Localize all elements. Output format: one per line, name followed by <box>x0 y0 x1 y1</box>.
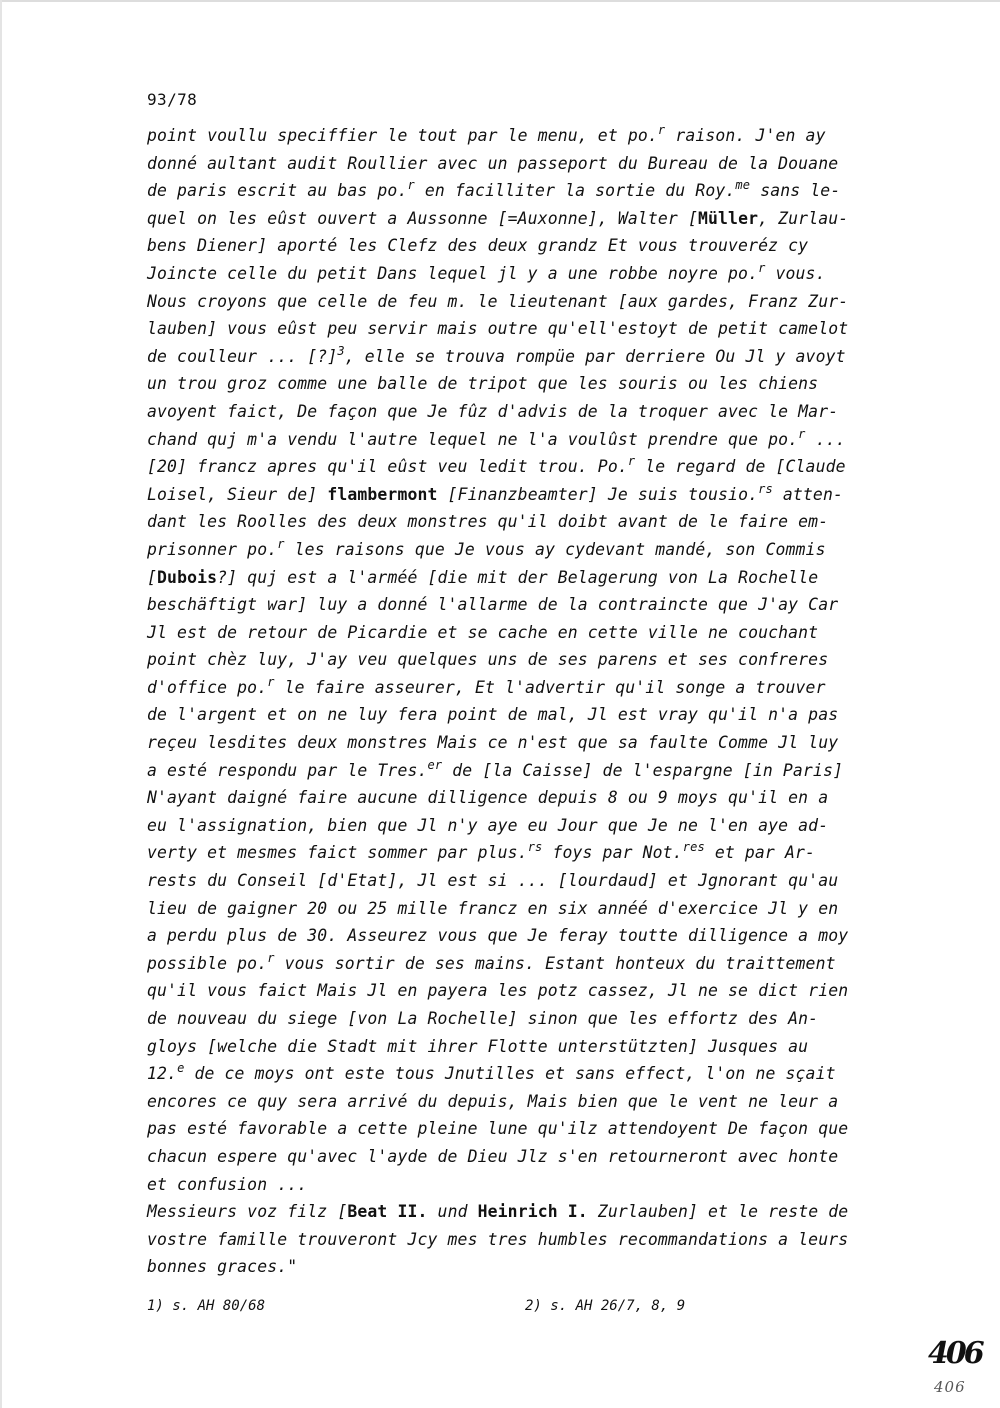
text-line: bonnes graces." <box>147 1257 298 1277</box>
text-line: chand quj m'a vendu l'autre lequel ne l'a voulûst prendre que po.$^r$ ... <box>147 426 846 449</box>
text-line: un trou groz comme une balle de tripot que les souris ou les chiens <box>147 374 819 394</box>
scan-edge-top <box>0 0 1000 2</box>
text-line: dant les Roolles des deux monstres qu'il doibt avant de le faire em- <box>147 512 829 532</box>
transcription-body <box>147 122 917 1281</box>
text-line: N'ayant daigné faire aucune dilligence depuis 8 ou 9 moys qu'il en a <box>147 788 829 808</box>
text-line: Joincte celle du petit Dans lequel jl y a une robbe noyre po.$^r$ vous. <box>147 260 826 283</box>
text-line: [20] francz apres qu'il eûst veu ledit trou. Po.$^r$ le regard de [Claude <box>147 454 846 477</box>
text-line: de l'argent et on ne luy fera point de mal, Jl est vray qu'il n'a pas <box>147 705 839 725</box>
text-line: a perdu plus de 30. Asseurez vous que Je feray toutte dilligence a moy <box>147 926 849 946</box>
text-line: de nouveau du siege [von La Rochelle] sinon que les effortz des An- <box>147 1009 819 1028</box>
page-number-pencil: 406 <box>934 1378 966 1396</box>
text-line: point chèz luy, J'ay veu quelques uns de ses parens et ses confreres <box>147 650 829 670</box>
text-line: donné aultant audit Roullier avec un passeport du Bureau de la Douane <box>147 153 839 173</box>
text-line: Loisel, Sieur de] flambermont [Finanzbeamter] Je suis tousio.$^{rs}$ atten- <box>147 481 843 504</box>
text-line: qu'il vous faict Mais Jl en payera les potz cassez, Jl ne se dict rien <box>147 981 849 1001</box>
text-line: [Dubois?] quj est a l'arméé [die mit der Belagerung von La Rochelle <box>147 567 819 587</box>
text-line: lieu de gaigner 20 ou 25 mille francz en six annéé d'exercice Jl y en <box>147 898 839 918</box>
text-line: de paris escrit au bas po.$^r$ en facilliter la sortie du Roy.$^{me}$ sans le- <box>147 178 841 201</box>
text-line: eu l'assignation, bien que Jl n'y aye eu Jour que Je ne l'en aye ad- <box>147 815 829 835</box>
document-reference: 93/78 <box>147 90 198 109</box>
text-line: gloys [welche die Stadt mit ihrer Flotte unterstützten] Jusques au <box>147 1036 809 1056</box>
text-line: beschäftigt war] luy a donné l'allarme de la contraincte que J'ay Car <box>147 595 839 615</box>
text-line: Nous croyons que celle de feu m. le lieutenant [aux gardes, Franz Zur- <box>147 291 849 311</box>
footnote-1: 1) s. AH 80/68 <box>147 1298 266 1314</box>
text-line: point voullu speciffier le tout par le menu, et po.$^r$ raison. J'en ay <box>147 123 826 145</box>
text-line: encores ce quy sera arrivé du depuis, Mais bien que le vent ne leur a <box>147 1091 839 1111</box>
text-line: chacun espere qu'avec l'ayde de Dieu Jlz s'en retourneront avec honte <box>147 1146 839 1166</box>
text-line: et confusion ... <box>147 1174 308 1194</box>
text-line: Messieurs voz filz [Beat II. und Heinrich I. Zurlauben] et le reste de <box>147 1202 849 1222</box>
text-line: pas esté favorable a cette pleine lune qu'ilz attendoyent De façon que <box>147 1119 849 1139</box>
footnote-2: 2) s. AH 26/7, 8, 9 <box>525 1298 686 1314</box>
scan-edge-left <box>0 0 2 1408</box>
text-line: bens Diener] aporté les Clefz des deux grandz Et vous trouveréz cy <box>147 236 809 256</box>
text-line: vostre famille trouveront Jcy mes tres humbles recommandations a leurs <box>147 1229 849 1249</box>
text-line: 12.$^e$ de ce moys ont este tous Jnutilles et sans effect, l'on ne sçait <box>147 1061 836 1084</box>
text-line: verty et mesmes faict sommer par plus.$^{rs}$ foys par Not.$^{res}$ et par Ar- <box>147 840 816 863</box>
text-line: de coulleur ... [?]$^3$, elle se trouva rompüe par derriere Ou Jl y avoyt <box>147 343 846 366</box>
text-line: reçeu lesdites deux monstres Mais ce n'est que sa faulte Comme Jl luy <box>147 733 839 753</box>
text-line: quel on les eûst ouvert a Aussonne [=Auxonne], Walter [Müller, Zurlau- <box>147 208 849 228</box>
text-line: d'office po.$^r$ le faire asseurer, Et l'advertir qu'il songe a trouver <box>147 674 826 697</box>
text-line: lauben] vous eûst peu servir mais outre qu'ell'estoyt de petit camelot <box>147 319 849 339</box>
text-line: Jl est de retour de Picardie et se cache en cette ville ne couchant <box>147 622 819 642</box>
text-line: a esté respondu par le Tres.$^{er}$ de [la Caisse] de l'espargne [in Paris] <box>147 757 843 780</box>
page-number-stamp: 406 <box>928 1336 982 1371</box>
text-line: prisonner po.$^r$ les raisons que Je vous ay cydevant mandé, son Commis <box>147 536 826 559</box>
text-line: avoyent faict, De façon que Je fûz d'advis de la troquer avec le Mar- <box>147 401 839 421</box>
text-line: rests du Conseil [d'Etat], Jl est si ... [lourdaud] et Jgnorant qu'au <box>147 871 839 891</box>
text-line: possible po.$^r$ vous sortir de ses mains. Estant honteux du traittement <box>147 950 836 973</box>
